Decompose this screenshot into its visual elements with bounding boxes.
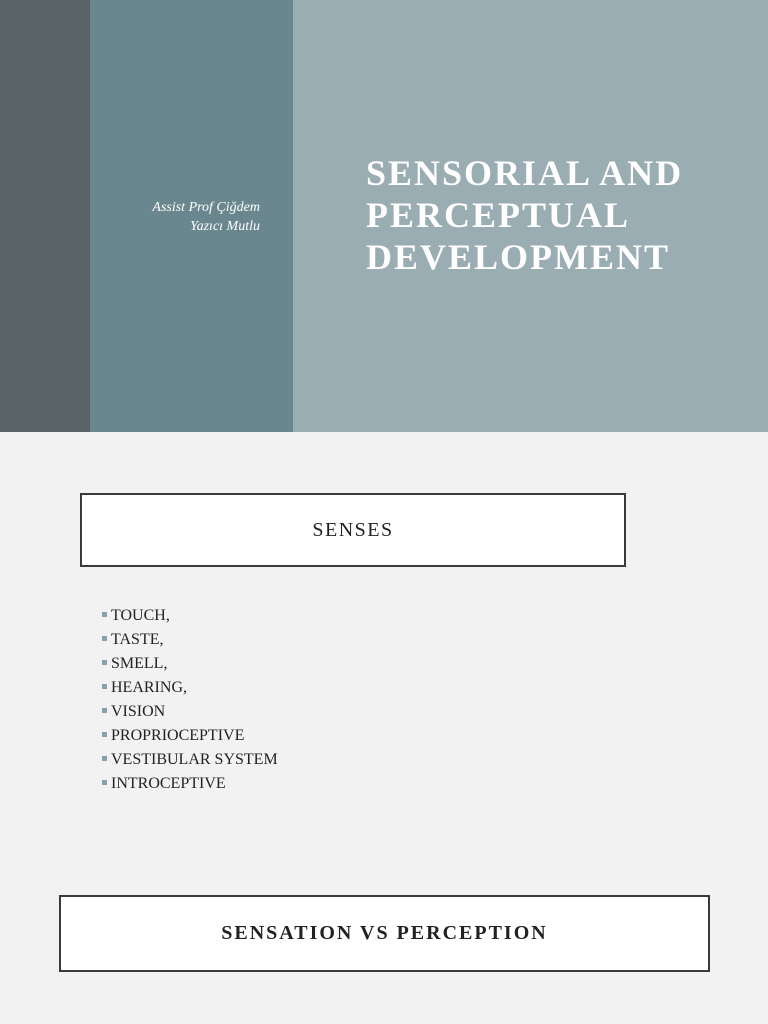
list-item — [102, 628, 278, 652]
bullet-icon — [102, 684, 107, 689]
list-item-label: TASTE, — [111, 631, 164, 648]
list-item-label: VISION — [111, 703, 166, 720]
senses-heading: SENSES — [312, 518, 394, 541]
bullet-icon — [102, 756, 107, 761]
bullet-icon — [102, 612, 107, 617]
list-item — [102, 724, 278, 748]
list-item — [102, 652, 278, 676]
list-item-label: SMELL, — [111, 655, 168, 672]
senses-slide — [0, 432, 768, 1024]
dark-band — [0, 0, 90, 432]
author-name — [80, 198, 260, 236]
bullet-icon — [102, 660, 107, 665]
sensation-vs-perception-heading: SENSATION VS PERCEPTION — [221, 922, 548, 944]
list-item — [102, 604, 278, 628]
sensation-vs-perception-box — [59, 895, 710, 972]
list-item — [102, 700, 278, 724]
title-slide — [0, 0, 768, 432]
senses-heading-box — [80, 493, 626, 567]
bullet-icon — [102, 636, 107, 641]
slide-title: SENSORIAL AND PERCEPTUAL DEVELOPMENT — [366, 153, 684, 277]
list-item-label: VESTIBULAR SYSTEM — [111, 751, 278, 768]
author-line-1: Assist Prof Çiğdem — [152, 200, 260, 215]
list-item-label: INTROCEPTIVE — [111, 775, 226, 792]
list-item-label: PROPRIOCEPTIVE — [111, 727, 245, 744]
list-item-label: TOUCH, — [111, 607, 170, 624]
list-item — [102, 748, 278, 772]
senses-list — [102, 604, 278, 796]
bullet-icon — [102, 708, 107, 713]
list-item-label: HEARING, — [111, 679, 187, 696]
list-item — [102, 676, 278, 700]
list-item — [102, 772, 278, 796]
bullet-icon — [102, 780, 107, 785]
author-line-2: Yazıcı Mutlu — [190, 219, 260, 234]
bullet-icon — [102, 732, 107, 737]
